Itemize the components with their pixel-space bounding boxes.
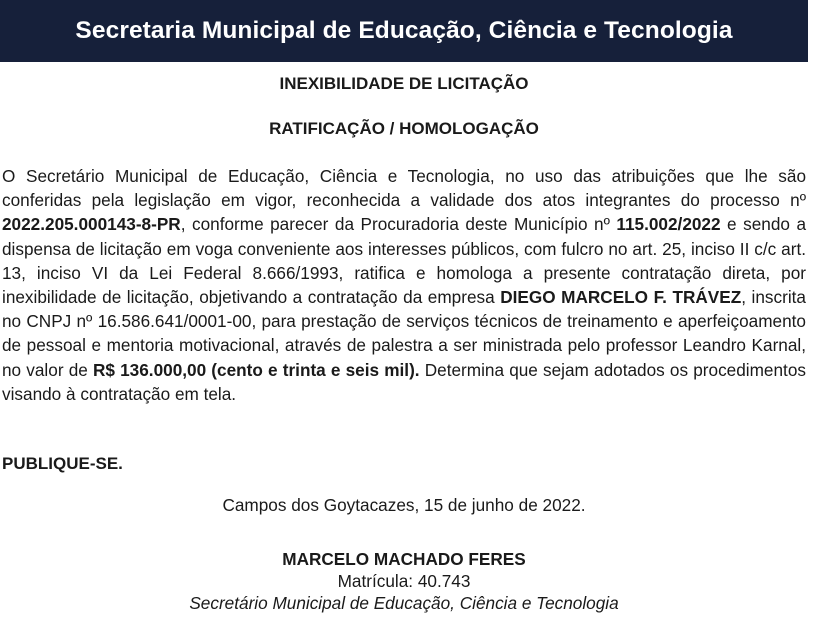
document-title: INEXIBILIDADE DE LICITAÇÃO	[279, 74, 529, 93]
paragraph-text-5: Determina que sejam adotados os procedimentos visando à contratação em tela.	[2, 359, 806, 404]
signer-role: Secretário Municipal de Educação, Ciência e Tecnologia	[189, 593, 619, 613]
main-paragraph	[2, 164, 806, 406]
signer-registration: Matrícula: 40.743	[337, 571, 471, 591]
contract-value: R$ 136.000,00 (cento e trinta e seis mil).	[92, 359, 420, 380]
signer-name: MARCELO MACHADO FERES	[282, 549, 526, 569]
page-header	[0, 0, 808, 62]
process-number: 2022.205.000143-8-PR	[2, 214, 181, 235]
document-subtitle: RATIFICAÇÃO / HOMOLOGAÇÃO	[269, 119, 539, 138]
paragraph-text-4: , inscrita no CNPJ nº 16.586.641/0001-00, para prestação de serviços técnicos de treinamento e aperfeiçoamento de pessoal e mentoria motivacional, através de palestra a ser ministrada pelo professor Leandro Karnal, no valor de	[2, 287, 806, 380]
header-title: Secretaria Municipal de Educação, Ciência e Tecnologia	[75, 17, 733, 44]
paragraph-text-3: e sendo a dispensa de licitação em voga conveniente aos interesses públicos, com fulcro no art. 25, inciso II c/c art. 13, inciso VI da Lei Federal 8.666/1993, ratifica e homologa a presente contratação direta, por inexibilidade de licitação, objetivando a contratação da empresa	[2, 214, 807, 308]
opinion-number: 115.002/2022	[616, 214, 721, 235]
paragraph-text-1: O Secretário Municipal de Educação, Ciência e Tecnologia, no uso das atribuições que lhe são conferidas pela legislação em vigor, reconhecida a validade dos atos integrantes do processo nº	[2, 166, 806, 211]
document-date: Campos dos Goytacazes, 15 de junho de 2022.	[222, 495, 586, 515]
paragraph-text-2: , conforme parecer da Procuradoria deste Município nº	[180, 214, 617, 235]
publish-notice: PUBLIQUE-SE.	[2, 454, 123, 473]
company-name: DIEGO MARCELO F. TRÁVEZ	[500, 287, 742, 308]
